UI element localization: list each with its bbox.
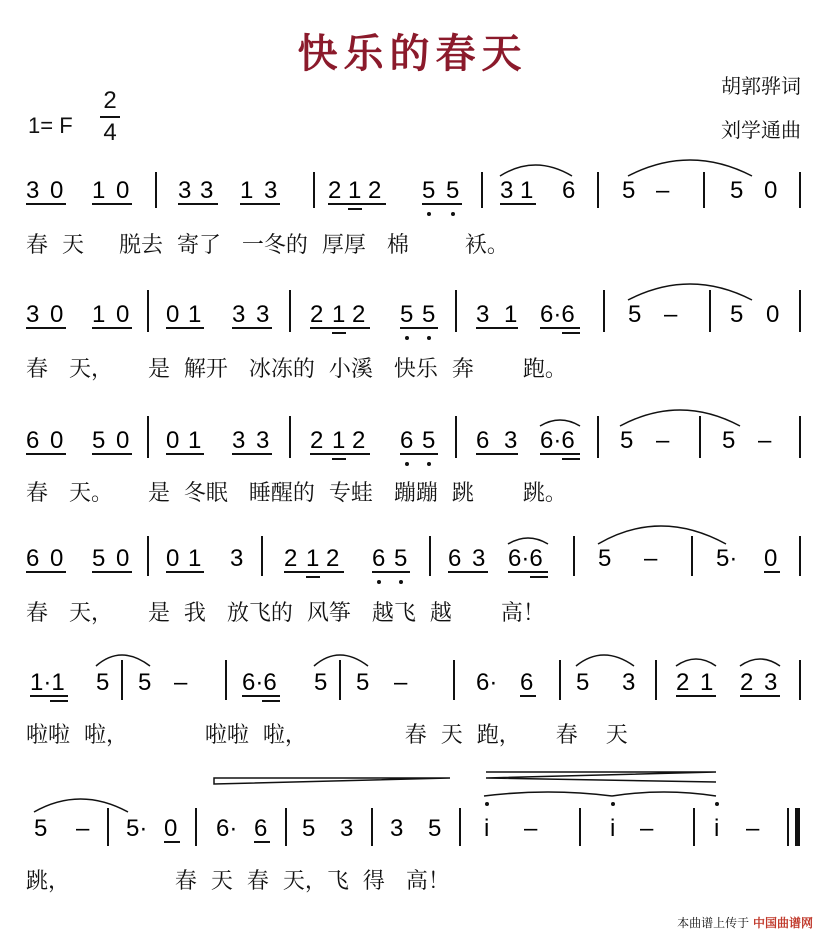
note: 5 [422,427,436,454]
note: 5· [716,545,738,572]
note: 2 [368,177,382,204]
note: 0 [116,301,130,328]
footer [677,914,813,931]
note: 5 [92,427,106,454]
note: 6· [476,669,498,696]
note: 1 [332,301,346,328]
note: 6 [562,177,576,204]
note: 6 [372,545,386,572]
note: – [664,301,678,328]
note: 2 [326,545,340,572]
score-row-3-lyrics: 春 天。 是 冬眠 睡醒的 专蛙 蹦蹦 跳 跳。 [26,481,567,506]
note: 2 [740,669,754,696]
note: 2 [328,177,342,204]
key-signature: 1= F [28,113,73,138]
note: 1 [504,301,518,328]
note: 0 [50,301,64,328]
note: 1 [240,177,254,204]
note: 0 [764,177,778,204]
note: – [656,177,670,204]
note: 5 [446,177,460,204]
footer-text: 本曲谱上传于 [677,916,750,930]
note: 1 [348,177,362,204]
note: 3 [200,177,214,204]
note: 6 [400,427,414,454]
note: 2 [676,669,690,696]
note: 5 [428,815,442,842]
score-row-2 [0,274,825,414]
note: 0 [116,545,130,572]
time-signature-bottom: 4 [103,119,117,146]
note: 5 [730,301,744,328]
note: 0 [164,815,178,842]
score-row-1-lyrics: 春 天 脱去 寄了 一冬的 厚厚 棉 袄。 [26,233,509,258]
note: 5 [620,427,634,454]
note: 5 [576,669,590,696]
time-signature [100,88,120,146]
note: 5 [622,177,636,204]
note: 5 [400,301,414,328]
note: 0 [166,545,180,572]
note: i [610,815,616,842]
note: 3 [232,427,246,454]
score-row-3 [0,398,825,538]
note: 5 [722,427,736,454]
score-row-4 [0,520,825,660]
note: 5 [598,545,612,572]
note: 3 [178,177,192,204]
score-row-5-notation [0,642,825,782]
note: – [394,669,408,696]
score-row-5-lyrics: 啦啦 啦， 啦啦 啦， 春 天 跑， 春 天 [26,723,628,748]
score-row-1-notation [0,150,825,290]
note: 5 [34,815,48,842]
note: 5 [394,545,408,572]
score-row-6-lyrics: 跳， 春 天 春 天，飞 得 高！ [26,869,450,894]
note: 5 [730,177,744,204]
note: 1 [188,545,202,572]
note: 0 [166,301,180,328]
score-row-6 [0,764,825,904]
note: 6 [476,427,490,454]
note: 1 [92,301,106,328]
note: 2 [284,545,298,572]
note: 1 [306,545,320,572]
composer-credit: 刘学通曲 [721,118,801,142]
note: 3 [264,177,278,204]
note: 3 [504,427,518,454]
note: 3 [622,669,636,696]
note: – [758,427,772,454]
note: 6·6 [540,301,575,328]
note: 3 [390,815,404,842]
note: 6· [216,815,238,842]
song-title: 快乐的春天 [297,30,528,77]
note: 6 [448,545,462,572]
note: 0 [50,177,64,204]
note: 1 [92,177,106,204]
note: – [174,669,188,696]
note: – [746,815,760,842]
note: 5 [422,301,436,328]
note: 6·6 [242,669,277,696]
note: i [714,815,720,842]
note: 2 [352,427,366,454]
note: 5 [422,177,436,204]
note: 2 [352,301,366,328]
score-row-3-notation [0,398,825,538]
note: 3 [500,177,514,204]
note: 5 [138,669,152,696]
note: 6 [26,427,40,454]
site-logo[interactable]: 中国曲谱网 [752,916,813,930]
note: 0 [764,545,778,572]
note: – [524,815,538,842]
note: 3 [26,177,40,204]
note: – [644,545,658,572]
note: 1 [188,427,202,454]
note: 3 [764,669,778,696]
note: 1 [520,177,534,204]
note: – [76,815,90,842]
time-signature-top: 2 [103,87,117,114]
note: 5 [302,815,316,842]
note: – [640,815,654,842]
note: – [656,427,670,454]
note: 2 [310,301,324,328]
note: 5 [356,669,370,696]
note: 0 [166,427,180,454]
note: 1 [700,669,714,696]
note: 5 [628,301,642,328]
note: 3 [476,301,490,328]
score-row-2-notation [0,274,825,414]
note: 3 [256,301,270,328]
note: 6 [254,815,268,842]
score-row-2-lyrics: 春 天， 是 解开 冰冻的 小溪 快乐 奔 跑。 [26,357,567,382]
note: 3 [340,815,354,842]
score-row-5 [0,642,825,782]
note: 5 [96,669,110,696]
final-barline [795,808,800,846]
note: 5 [92,545,106,572]
note: 6 [520,669,534,696]
score-row-4-notation [0,520,825,660]
note: 6 [26,545,40,572]
note: 6·6 [508,545,543,572]
note: 3 [26,301,40,328]
note: 0 [50,545,64,572]
score-row-4-lyrics: 春 天， 是 我 放飞的 风筝 越飞 越 高！ [26,601,545,626]
note: 0 [116,427,130,454]
note: 6·6 [540,427,575,454]
note: 3 [256,427,270,454]
note: 1 [188,301,202,328]
note: i [484,815,490,842]
note: 0 [116,177,130,204]
note: 1 [332,427,346,454]
lyricist-credit: 胡郭骅词 [721,74,801,98]
note: 3 [472,545,486,572]
time-signature-line [100,116,120,118]
note: 0 [766,301,780,328]
note: 5· [126,815,148,842]
note: 2 [310,427,324,454]
score-row-1 [0,150,825,290]
note: 3 [230,545,244,572]
note: 3 [232,301,246,328]
note: 5 [314,669,328,696]
note: 1·1 [30,669,65,696]
note: 0 [50,427,64,454]
